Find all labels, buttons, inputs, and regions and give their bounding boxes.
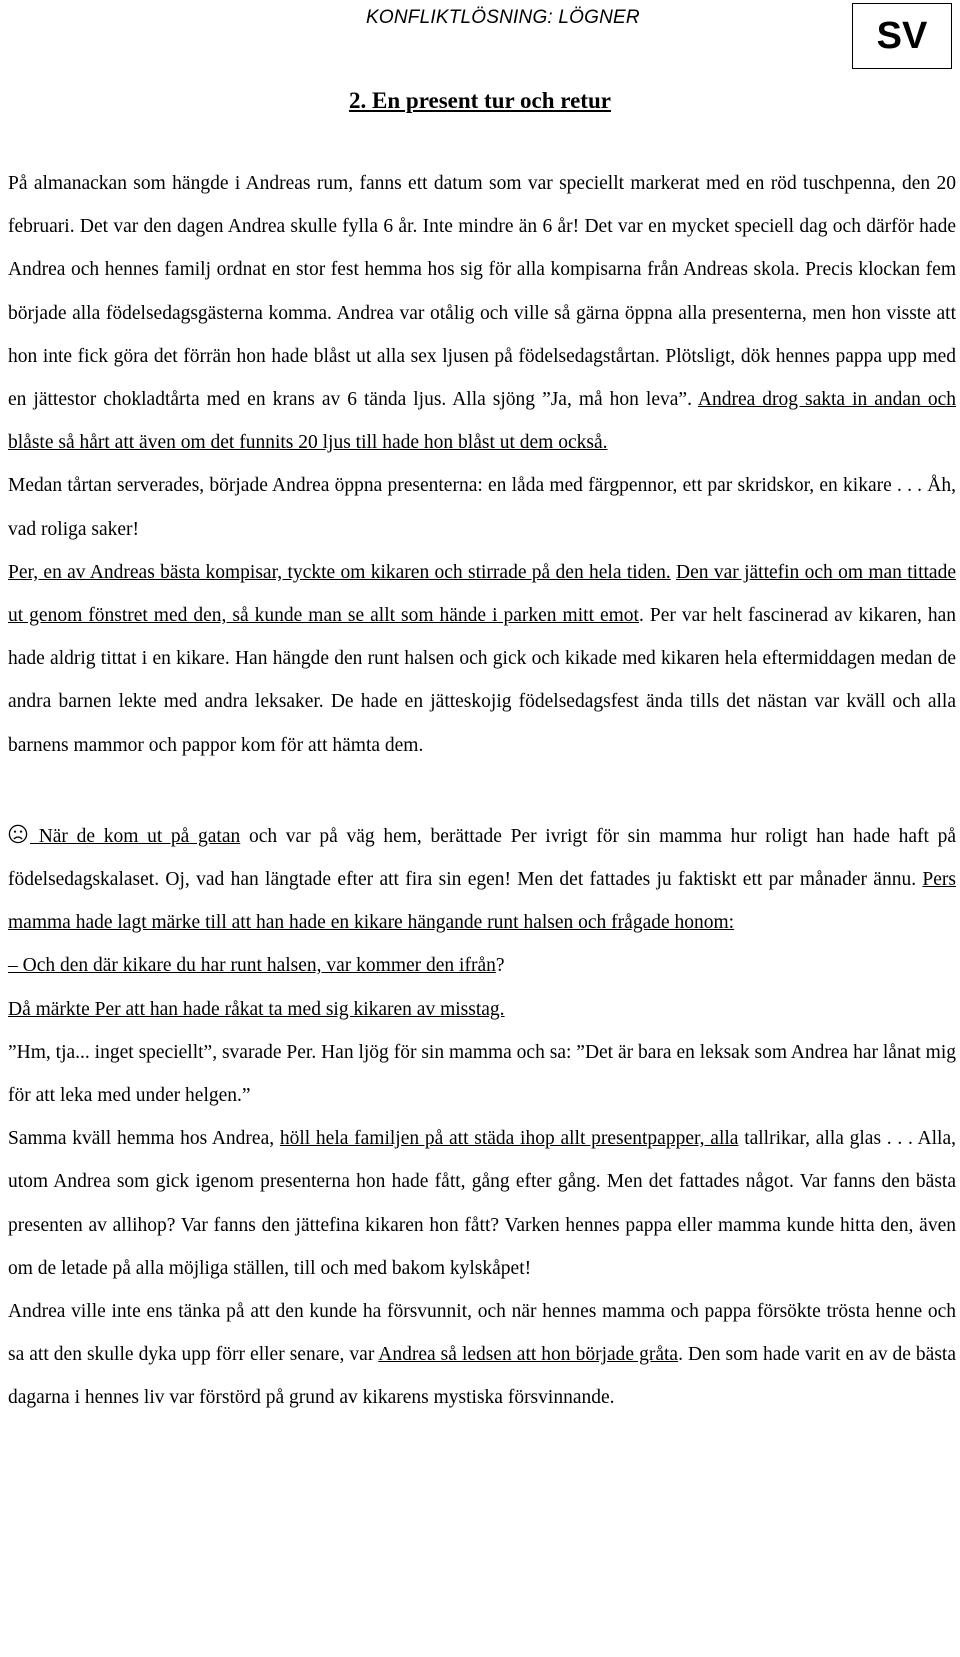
paragraph-5 bbox=[8, 944, 956, 987]
paragraph-8 bbox=[8, 1117, 956, 1290]
paragraph-4 bbox=[8, 815, 956, 945]
paragraph-5-underlined: – Och den där kikare du har runt halsen, var kommer den ifrån bbox=[8, 955, 496, 977]
paragraph-9-text-2: . Den som hade varit en av de bästa dagarna i hennes liv var förstörd på grund av kikarens mystiska försvinnande. bbox=[8, 1344, 956, 1409]
paragraph-8-text-1: Samma kväll hemma hos Andrea, bbox=[8, 1128, 280, 1150]
paragraph-6 bbox=[8, 988, 956, 1031]
paragraph-9-underlined: Andrea så ledsen att hon började gråta bbox=[378, 1344, 679, 1366]
paragraph-4-underlined-2: Pers mamma hade lagt märke till att han hade en kikare hängande runt halsen och frågade honom: bbox=[8, 869, 956, 934]
paragraph-4-text: och var på väg hem, berättade Per ivrigt för sin mamma hur roligt han hade haft på födelsedagskalaset. Oj, vad han längtade efter att fira sin egen! Men det fattades ju faktiskt ett par månader ännu. bbox=[8, 825, 956, 891]
paragraph-1 bbox=[8, 162, 956, 464]
paragraph-1-text: På almanackan som hängde i Andreas rum, fanns ett datum som var speciellt markerat med en röd tuschpenna, den 20 februari. Det var den dagen Andrea skulle fylla 6 år. Inte mindre än 6 år! Det var en mycket speciell dag och därför hade Andrea och hennes familj ordnat en stor fest hemma hos sig för alla kompisarna från Andreas skola. Precis klockan fem började alla födelsedagsgästerna komma. Andrea var otålig och ville så gärna öppna alla presenterna, men hon visste att hon inte fick göra det förrän hon hade blåst ut alla sex ljusen på födelsedagstårtan. bbox=[8, 173, 956, 367]
paragraph-1-underlined: Andrea drog sakta in andan och blåste så hårt att även om det funnits 20 ljus till hade hon blåst ut dem också. bbox=[8, 389, 956, 454]
paragraph-3-underlined-1: Per, en av Andreas bästa kompisar, tyckte om kikaren och stirrade på den hela tiden. bbox=[8, 561, 671, 583]
header-title: KONFLIKTLÖSNING: LÖGNER bbox=[366, 7, 640, 28]
paragraph-gap bbox=[8, 767, 956, 815]
paragraph-7: ”Hm, tja... inget speciellt”, svarade Per. Han ljög för sin mamma och sa: ”Det är bara en leksak som Andrea har lånat mig för att leka med under helgen.” bbox=[8, 1041, 956, 1107]
paragraph-9 bbox=[8, 1290, 956, 1420]
paragraph-3-text: . Per var helt fascinerad av kikaren, han hade aldrig tittat i en kikare. Han hängde den runt halsen och gick och kikade med kikaren hela eftermiddagen medan de andra barnen lekte med andra leksaker. De hade en jätteskojig födelsedagsfest ända tills det nästan var kväll och alla barnens mammor och pappor kom för att hämta dem. bbox=[8, 605, 957, 756]
story-body bbox=[8, 162, 956, 1420]
frown-icon bbox=[8, 824, 28, 844]
story-title: 2. En present tur och retur bbox=[349, 88, 611, 113]
language-code: SV bbox=[876, 14, 928, 57]
paragraph-3 bbox=[8, 551, 956, 767]
language-badge bbox=[852, 3, 952, 69]
paragraph-6-underlined: Då märkte Per att han hade råkat ta med sig kikaren av misstag. bbox=[8, 998, 505, 1020]
paragraph-3-underlined-2: Den var jättefin och om man tittade ut genom fönstret med den, så kunde man se allt som hände i parken mitt emot bbox=[8, 561, 956, 627]
paragraph-5-text: ? bbox=[495, 955, 505, 977]
paragraph-2: Medan tårtan serverades, började Andrea öppna presenterna: en låda med färgpennor, ett par skridskor, en kikare . . . Åh, vad roliga saker! bbox=[8, 475, 956, 540]
paragraph-9-text-1: Andrea ville inte ens tänka på att den kunde ha försvunnit, och när hennes mamma och pappa försökte trösta henne och sa att den skulle dyka upp förr eller senare, var bbox=[8, 1301, 956, 1366]
paragraph-8-text-2: tallrikar, alla glas . . . Alla, utom Andrea som gick igenom presenterna hon hade fått, gång efter gång. Men det fattades något. Var fanns den bästa presenten av allihop? Var fanns den jättefina kikaren hon fått? Varken hennes pappa eller mamma kunde hitta den, även om de letade på alla möjliga ställen, till och med bakom kylskåpet! bbox=[8, 1128, 956, 1279]
paragraph-4-underlined-1: När de kom ut på gatan bbox=[30, 825, 241, 847]
paragraph-1-cake: Plötsligt, dök hennes pappa upp med en jättestor chokladtårta med en krans av 6 tända ljus. Alla sjöng ”Ja, må hon leva”. bbox=[8, 345, 957, 411]
paragraph-8-underlined: höll hela familjen på att städa ihop allt presentpapper, alla bbox=[279, 1128, 739, 1150]
